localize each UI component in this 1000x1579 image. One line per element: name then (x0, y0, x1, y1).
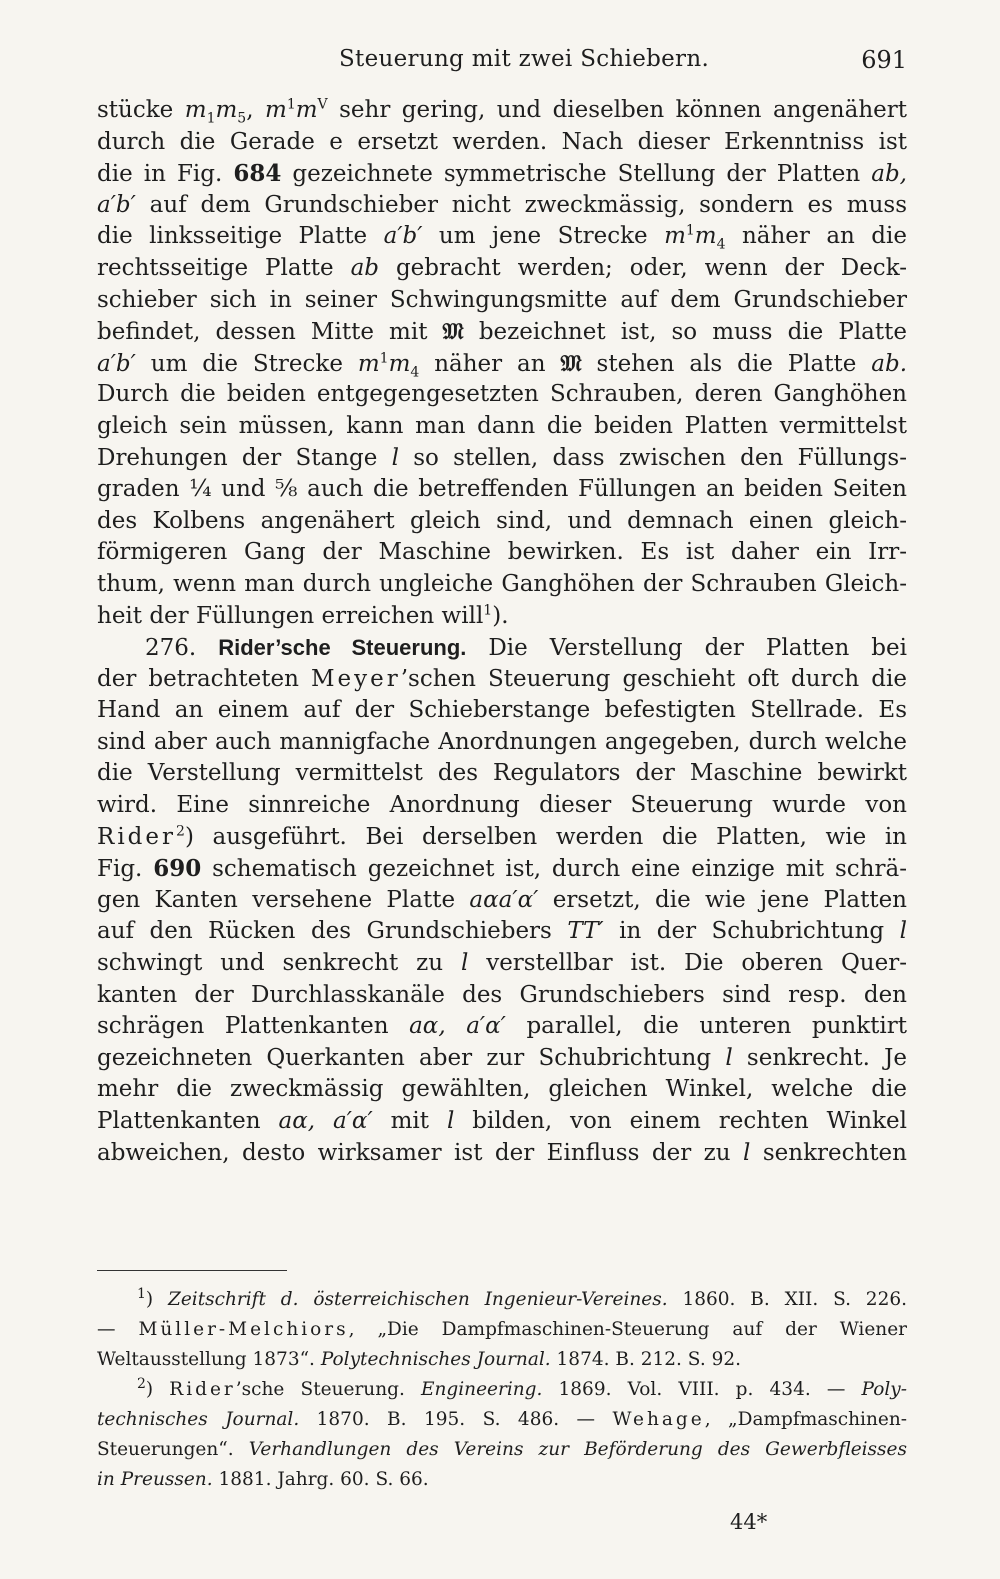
running-title: Steuerung mit zwei Schiebern. (339, 46, 710, 72)
text-line: Hand an einem auf der Schieberstange befestigten Stellrade. Es (97, 697, 907, 724)
signature-mark: 44* (730, 1510, 768, 1534)
text-line: befindet, dessen Mitte mit 𝔐 bezeichnet ist, so muss die Platte (97, 318, 907, 346)
footnote-2: $^2$) Rider’sche Steuerung. Engineering. 1869. Vol. VIII. p. 434. — Poly- (137, 1375, 907, 1400)
text-line: rechtsseitige Platte ab gebracht werden; oder, wenn der Deck- (97, 254, 907, 281)
footnote-line: technisches Journal. 1870. B. 195. S. 486. — Wehage, „Dampfmaschinen- (97, 1409, 907, 1430)
footnote-line: in Preussen. 1881. Jahrg. 60. S. 66. (97, 1469, 429, 1490)
footnote-mark: 1 (137, 1285, 146, 1302)
text-line: die Verstellung vermittelst des Regulators der Maschine bewirkt (97, 760, 907, 787)
text-line: Drehungen der Stange l so stellen, dass zwischen den Füllungs- (97, 444, 907, 471)
section-heading-line: 276. Rider’sche Steuerung. Die Verstellung der Platten bei (145, 635, 907, 662)
text-line: der betrachteten Meyer’schen Steuerung geschieht oft durch die (97, 665, 907, 692)
text-line: wird. Eine sinnreiche Anordnung dieser Steuerung wurde von (97, 792, 907, 819)
footnote-mark: 2 (137, 1375, 146, 1392)
text-line: gezeichneten Querkanten aber zur Schubrichtung l senkrecht. Je (97, 1044, 907, 1071)
text-line: a′b′ auf dem Grundschieber nicht zweckmässig, sondern es muss (97, 191, 907, 218)
text-line: schieber sich in seiner Schwingungsmitte auf dem Grundschieber (97, 286, 907, 313)
footnote-line: Weltausstellung 1873“. Polytechnisches Journal. 1874. B. 212. S. 92. (97, 1349, 742, 1370)
text-line: Plattenkanten aα, a′α′ mit l bilden, von einem rechten Winkel (97, 1108, 907, 1134)
body-text (97, 95, 907, 1169)
text-line: kanten der Durchlasskanäle des Grundschiebers sind resp. den (97, 981, 907, 1008)
footnote-line: — Müller-Melchiors, „Die Dampfmaschinen-Steuerung auf der Wiener (97, 1319, 907, 1340)
text-line: a′b′ um die Strecke $m^1m_4$ näher an 𝔐 stehen als die Platte ab. (97, 349, 908, 381)
text-line: auf den Rücken des Grundschiebers TT′ in der Schubrichtung l (97, 918, 907, 945)
section-title: Rider’sche Steuerung. (218, 635, 467, 661)
running-head (97, 42, 907, 82)
section-number: 276. (145, 635, 197, 662)
footnotes (97, 1285, 907, 1495)
text-line: Rider$^2$) ausgeführt. Bei derselben werden die Platten, wie in (97, 823, 907, 850)
text-line: thum, wenn man durch ungleiche Ganghöhen der Schrauben Gleich- (97, 570, 907, 597)
page-number: 691 (861, 46, 907, 74)
text-line: Durch die beiden entgegengesetzten Schrauben, deren Ganghöhen (97, 381, 907, 408)
footnote-line: Steuerungen“. Verhandlungen des Vereins zur Beförderung des Gewerbfleisses (97, 1439, 907, 1460)
text-line: die linksseitige Platte a′b′ um jene Strecke $m^1m_4$ näher an die (97, 222, 907, 253)
text-line: gleich sein müssen, kann man dann die beiden Platten vermittelst (97, 412, 907, 439)
text-line: des Kolbens angenähert gleich sind, und demnach einen gleich- (97, 507, 907, 534)
text-line: sind aber auch mannigfache Anordnungen angegeben, durch welche (97, 728, 907, 755)
text-line: graden ¼ und ⅝ auch die betreffenden Füllungen an beiden Seiten (97, 476, 907, 503)
text-line: schwingt und senkrecht zu l verstellbar ist. Die oberen Quer- (97, 950, 907, 977)
text-line: gen Kanten versehene Platte aαa′α′ ersetzt, die wie jene Platten (97, 886, 907, 913)
text-line: die in Fig. 684 gezeichnete symmetrische Stellung der Platten ab, (97, 160, 907, 188)
text-line: förmigeren Gang der Maschine bewirken. Es ist daher ein Irr- (97, 539, 907, 566)
text-line: mehr die zweckmässig gewählten, gleichen Winkel, welche die (97, 1076, 907, 1103)
text-line: schrägen Plattenkanten aα, a′α′ parallel, die unteren punktirt (97, 1013, 907, 1040)
text-line: stücke $m_1m_5$, $m^1m^V$ sehr gering, und dieselben können angenähert (97, 96, 907, 127)
footnote-1: $^1$) Zeitschrift d. österreichischen Ingenieur-Vereines. 1860. B. XII. S. 226. (137, 1285, 907, 1310)
text-line: heit der Füllungen erreichen will$^1$). (97, 601, 509, 629)
footnote-rule (97, 1270, 287, 1271)
text-line: durch die Gerade e ersetzt werden. Nach dieser Erkenntniss ist (97, 128, 907, 155)
text-line: abweichen, desto wirksamer ist der Einfluss der zu l senkrechten (97, 1139, 907, 1166)
text-line: Fig. 690 schematisch gezeichnet ist, durch eine einzige mit schrä- (97, 855, 907, 883)
